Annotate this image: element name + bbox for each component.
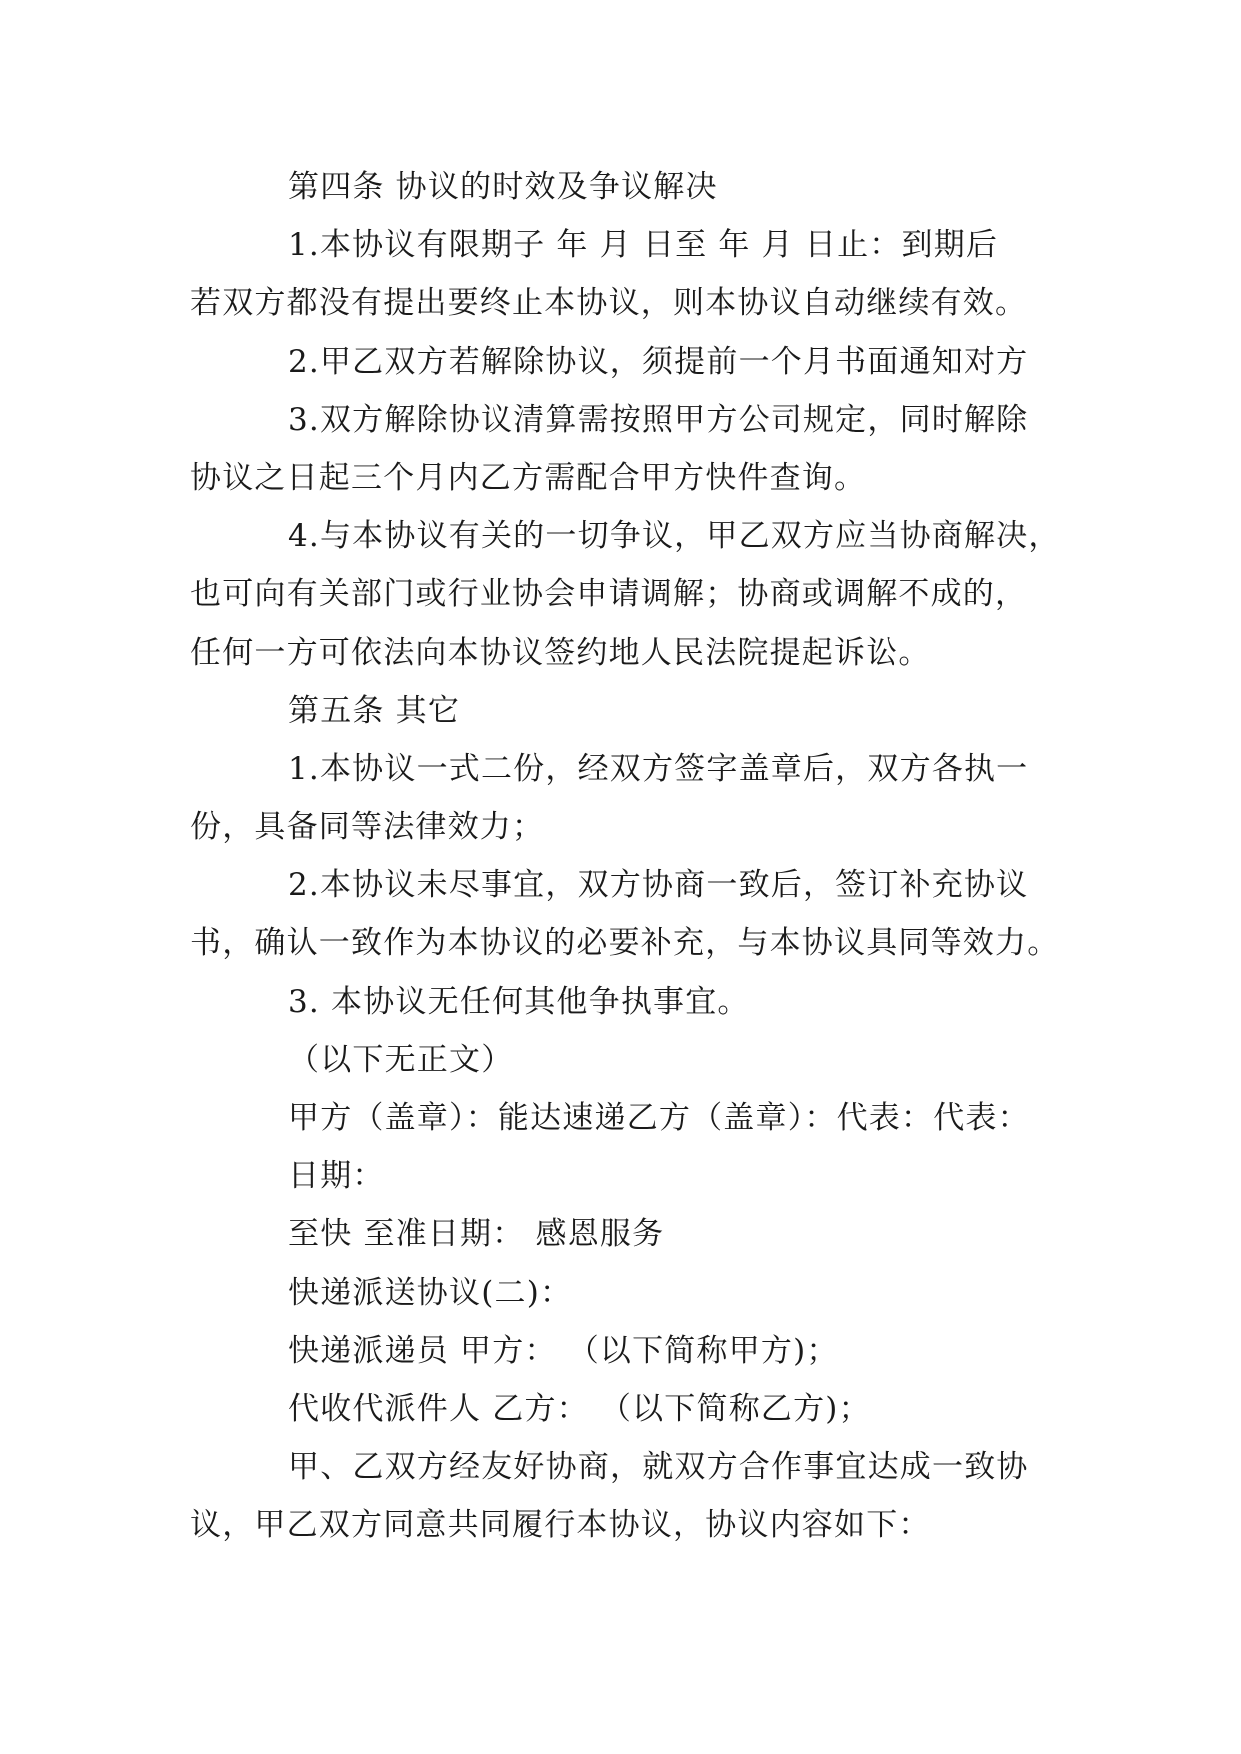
paragraph-line: 协议之日起三个月内乙方需配合甲方快件查询。 [190,459,867,496]
paragraph-line: 1.本协议一式二份，经双方签字盖章后，双方各执一 [288,750,1029,787]
party-a-line: 快递派递员 甲方： （以下简称甲方)； [288,1332,839,1369]
paragraph-line: 甲、乙双方经友好协商，就双方合作事宜达成一致协 [288,1449,1029,1486]
no-text-below-note: （以下无正文） [288,1041,514,1078]
agreement-title: 快递派送协议(二)： [288,1274,573,1311]
paragraph-line: 4.与本协议有关的一切争议，甲乙双方应当协商解决， [288,518,1061,555]
party-b-line: 代收代派件人 乙方： （以下简称乙方)； [288,1390,871,1427]
paragraph-line: 议，甲乙双方同意共同履行本协议，协议内容如下： [190,1507,931,1544]
paragraph-line: 书，确认一致作为本协议的必要补充，与本协议具同等效力。 [190,925,1060,962]
document-body [190,158,1070,1555]
signature-line: 甲方（盖章）：能达速递乙方（盖章）：代表：代表： [288,1100,1030,1136]
slogan-line: 至快 至准日期： 感恩服务 [288,1216,665,1253]
paragraph-line: 3.双方解除协议清算需按照甲方公司规定，同时解除 [288,401,1029,438]
section-heading-4: 第四条 协议的时效及争议解决 [288,169,718,205]
paragraph-line: 份，具备同等法律效力； [190,809,545,846]
paragraph-line: 2.本协议未尽事宜，双方协商一致后，签订补充协议 [288,867,1029,904]
section-heading-5: 第五条 其它 [288,692,461,729]
paragraph-line: 若双方都没有提出要终止本协议，则本协议自动继续有效。 [190,285,1028,322]
paragraph-line: 也可向有关部门或行业协会申请调解；协商或调解不成的， [190,576,1028,613]
paragraph-line: 3. 本协议无任何其他争执事宜。 [288,983,750,1020]
paragraph-line: 2.甲乙双方若解除协议，须提前一个月书面通知对方 [288,343,1029,380]
paragraph-line: 1.本协议有限期子 年 月 日至 年 月 日止：到期后 [288,227,999,264]
paragraph-line: 任何一方可依法向本协议签约地人民法院提起诉讼。 [190,634,931,671]
date-line: 日期： [288,1158,385,1195]
